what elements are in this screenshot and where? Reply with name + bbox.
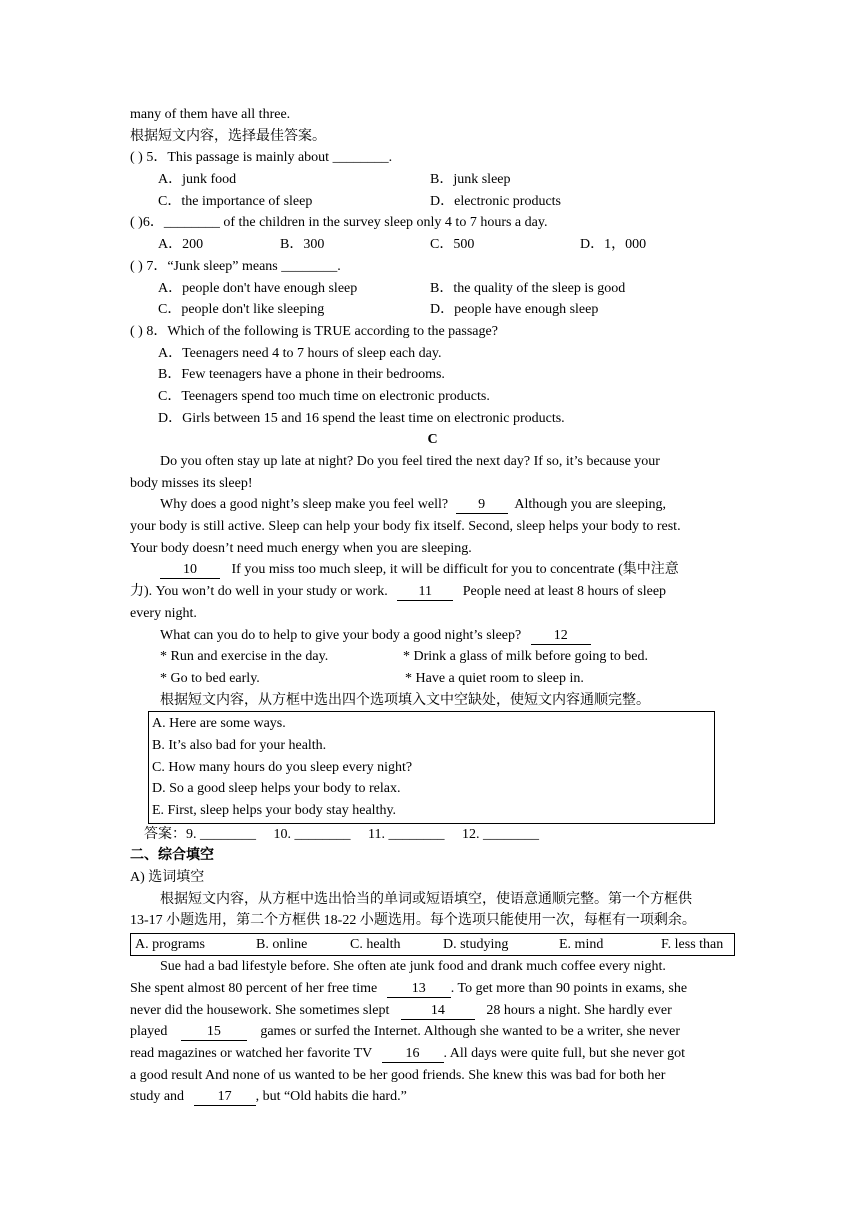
q7-options-row1 (130, 278, 735, 300)
word-option-b: B. online (256, 937, 308, 953)
passage-text: 力). You won’t do well in your study or work. (130, 584, 388, 600)
passage-line: Your body doesn’t need much energy when you are sleeping. (130, 540, 472, 556)
question-8: ( ) 8．Which of the following is TRUE according to the passage? (130, 323, 498, 339)
blank-9[interactable]: 9 (456, 497, 508, 514)
word-option-a: A. programs (135, 937, 205, 953)
q8-option-c: C．Teenagers spend too much time on electronic products. (158, 388, 490, 404)
text-line: many of them have all three. (130, 107, 291, 122)
story-text: . All days were quite full, but she never got (443, 1045, 685, 1061)
section-heading-c: C (427, 432, 438, 448)
story-line: a good result And none of us wanted to be her good friends. She knew this was bad for both her (130, 1067, 666, 1083)
blank-16[interactable]: 16 (382, 1046, 444, 1063)
q6-option-a: A．200 (158, 237, 204, 253)
q7-option-d: D．people have enough sleep (430, 302, 599, 318)
passage-line: every night. (130, 605, 197, 621)
blank-13[interactable]: 13 (387, 981, 451, 998)
option-e: E. First, sleep helps your body stay healthy. (152, 803, 397, 818)
blank-12[interactable]: 12 (531, 628, 591, 645)
q8-option-d: D．Girls between 15 and 16 spend the least time on electronic products. (158, 410, 565, 426)
option-b: B. It’s also bad for your health. (152, 737, 327, 753)
tip: * Go to bed early. (160, 670, 260, 686)
passage-text: What can you do to help to give your body a good night’s sleep? (160, 627, 522, 643)
option-c: C. How many hours do you sleep every night? (152, 759, 413, 775)
q6-option-b: B．300 (280, 237, 325, 253)
options-box-c (148, 711, 715, 823)
passage-text: People need at least 8 hours of sleep (462, 584, 667, 600)
document-page (130, 104, 735, 1108)
blank-10[interactable]: 10 (160, 562, 220, 579)
passage-text: Why does a good night’s sleep make you feel well? (160, 497, 449, 513)
answer-9[interactable]: 答案：9. ________ (144, 826, 256, 842)
story-text: , but “Old habits die hard.” (255, 1089, 407, 1105)
blank-11[interactable]: 11 (397, 584, 453, 601)
passage-line: body misses its sleep! (130, 475, 253, 491)
q6-option-d: D．1，000 (580, 237, 647, 253)
q7-option-a: A．people don't have enough sleep (158, 280, 358, 296)
word-box (130, 933, 735, 956)
tip: * Drink a glass of milk before going to bed. (403, 649, 648, 665)
story-text: never did the housework. She sometimes slept (130, 1002, 390, 1018)
passage-text: Although you are sleeping, (514, 497, 666, 513)
instruction-b: 根据短文内容，选择最佳答案。 (130, 128, 326, 144)
passage-line (130, 625, 735, 647)
instruction-c: 根据短文内容，从方框中选出四个选项填入文中空缺处，使短文内容通顺完整。 (160, 692, 650, 708)
tips-row2 (130, 668, 735, 690)
q5-options-row1 (130, 169, 735, 191)
story-text: games or surfed the Internet. Although she wanted to be a writer, she never (260, 1024, 681, 1040)
q5-options-row2 (130, 191, 735, 213)
word-option-c: C. health (350, 937, 401, 953)
answer-10[interactable]: 10. ________ (273, 826, 351, 842)
option-a: A. Here are some ways. (152, 716, 286, 732)
story-line: Sue had a bad lifestyle before. She often ate junk food and drank much coffee every night. (160, 959, 666, 975)
q7-option-b: B．the quality of the sleep is good (430, 280, 626, 296)
passage-line: your body is still active. Sleep can help your body fix itself. Second, sleep helps your body to rest. (130, 519, 681, 535)
passage-line (130, 559, 735, 581)
passage-line: Do you often stay up late at night? Do you feel tired the next day? If so, it’s because your (160, 454, 660, 469)
story-text: She spent almost 80 percent of her free time (130, 980, 378, 996)
answer-12[interactable]: 12. ________ (461, 826, 539, 842)
passage-line (130, 581, 735, 603)
story-text: . To get more than 90 points in exams, she (450, 980, 688, 996)
answer-line (130, 824, 735, 846)
q5-option-c: C．the importance of sleep (158, 193, 313, 209)
tip: * Run and exercise in the day. (160, 649, 329, 665)
tips-row1 (130, 646, 735, 668)
q5-option-b: B．junk sleep (430, 172, 511, 188)
word-option-f: F. less than (661, 937, 724, 953)
blank-14[interactable]: 14 (401, 1003, 475, 1020)
q5-option-a: A．junk food (158, 172, 237, 188)
story-line (130, 1000, 735, 1022)
story-text: study and (130, 1089, 185, 1105)
q8-option-a: A．Teenagers need 4 to 7 hours of sleep each day. (158, 345, 442, 361)
q6-option-c: C．500 (430, 237, 475, 253)
story-line (130, 1043, 735, 1065)
question-7: ( ) 7．“Junk sleep” means ________. (130, 258, 341, 274)
word-option-e: E. mind (559, 937, 604, 953)
passage-text: If you miss too much sleep, it will be difficult for you to concentrate (集中注意 (231, 562, 679, 578)
story-text: 28 hours a night. She hardly ever (486, 1002, 672, 1018)
q5-option-d: D．electronic products (430, 193, 562, 209)
question-6: ( )6．________ of the children in the survey sleep only 4 to 7 hours a day. (130, 215, 548, 231)
part2-instruction: 根据短文内容，从方框中选出恰当的单词或短语填空，使语意通顺完整。第一个方框供 (160, 891, 692, 907)
story-line (130, 1086, 735, 1108)
word-option-d: D. studying (443, 937, 509, 953)
part2-instruction: 13-17 小题选用，第二个方框供 18-22 小题选用。每个选项只能使用一次，每框有一项剩余。 (130, 913, 696, 929)
q7-options-row2 (130, 299, 735, 321)
part2-title: 二、综合填空 (130, 848, 214, 864)
q8-option-b: B．Few teenagers have a phone in their bedrooms. (158, 367, 445, 383)
story-line (130, 1021, 735, 1043)
q7-option-c: C．people don't like sleeping (158, 302, 325, 318)
passage-line (130, 494, 735, 516)
part2-subtitle: A) 选词填空 (130, 870, 205, 886)
blank-17[interactable]: 17 (194, 1089, 256, 1106)
q6-options-row (130, 234, 735, 256)
answer-11[interactable]: 11. ________ (368, 826, 445, 842)
story-line (130, 978, 735, 1000)
story-text: played (130, 1024, 168, 1040)
blank-15[interactable]: 15 (181, 1024, 247, 1041)
question-5: ( ) 5．This passage is mainly about ________. (130, 150, 393, 166)
tip: * Have a quiet room to sleep in. (405, 670, 584, 686)
option-d: D. So a good sleep helps your body to relax. (152, 781, 401, 797)
story-text: read magazines or watched her favorite TV (130, 1045, 373, 1061)
